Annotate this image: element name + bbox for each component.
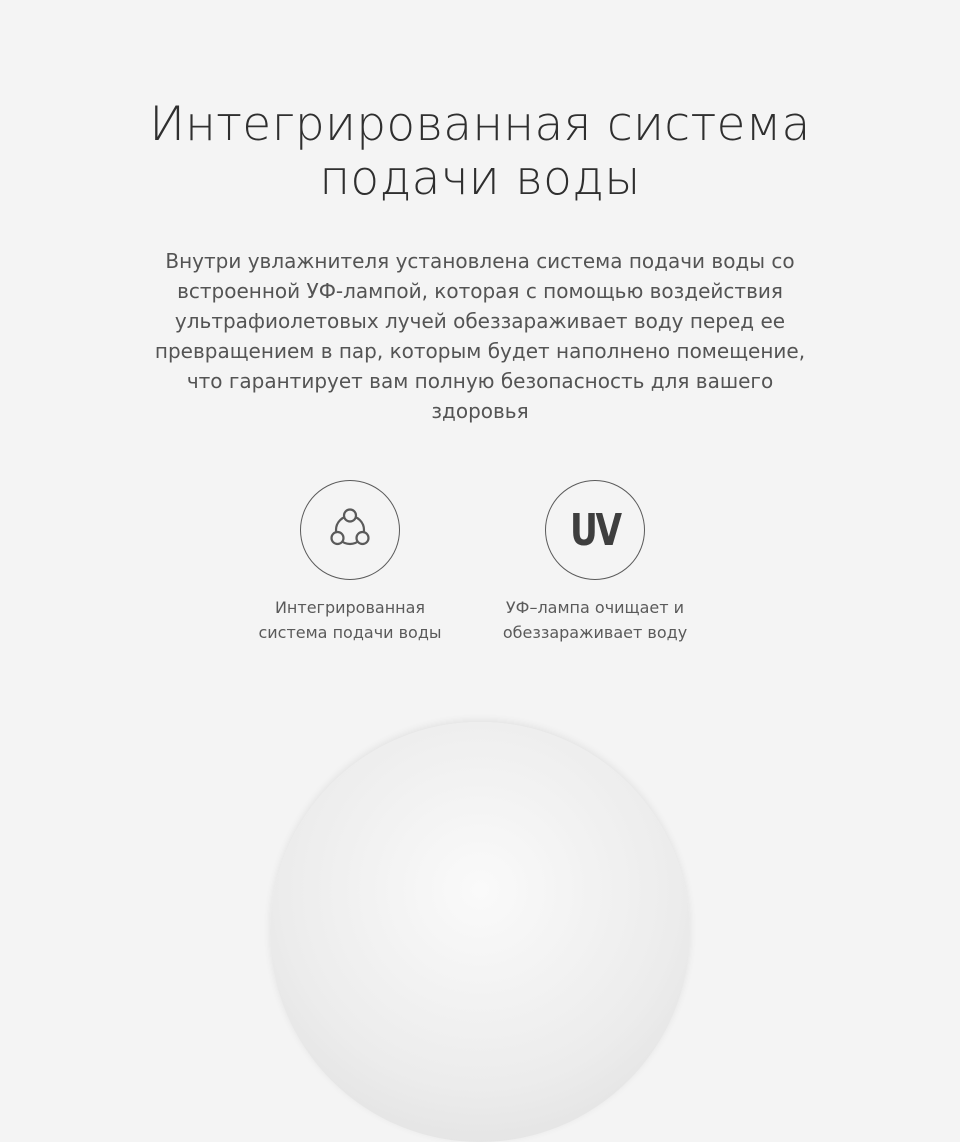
feature-label-line: система подачи воды [258,623,442,642]
feature-water-supply [230,480,470,645]
feature-label-line: УФ–лампа очищает и [505,598,685,617]
description-line: превращением в пар, которым будет наполнено помещение, [154,339,806,363]
feature-uv-lamp [475,480,715,645]
page-title-line-1: Интегрированная система [149,97,811,152]
water-supply-system-icon [300,480,400,580]
feature-label-line: Интегрированная [274,598,426,617]
product-top-arc [270,722,690,1142]
feature-label [230,595,470,645]
share-nodes-icon [320,500,380,560]
description-line: здоровья [431,399,529,423]
uv-icon-text: UV [570,504,620,556]
uv-icon [545,480,645,580]
description-line: ультрафиолетовых лучей обеззараживает воду перед ее [174,309,786,333]
feature-label-line: обеззараживает воду [502,623,688,642]
page-title-line-2: подачи воды [319,151,641,206]
page-title [0,98,960,206]
description-line: что гарантирует вам полную безопасность для вашего [186,369,774,393]
description-line: встроенной УФ-лампой, которая с помощью воздействия [177,279,783,303]
description-line: Внутри увлажнителя установлена система подачи воды со [165,249,795,273]
feature-label [475,595,715,645]
description-paragraph [120,246,840,426]
